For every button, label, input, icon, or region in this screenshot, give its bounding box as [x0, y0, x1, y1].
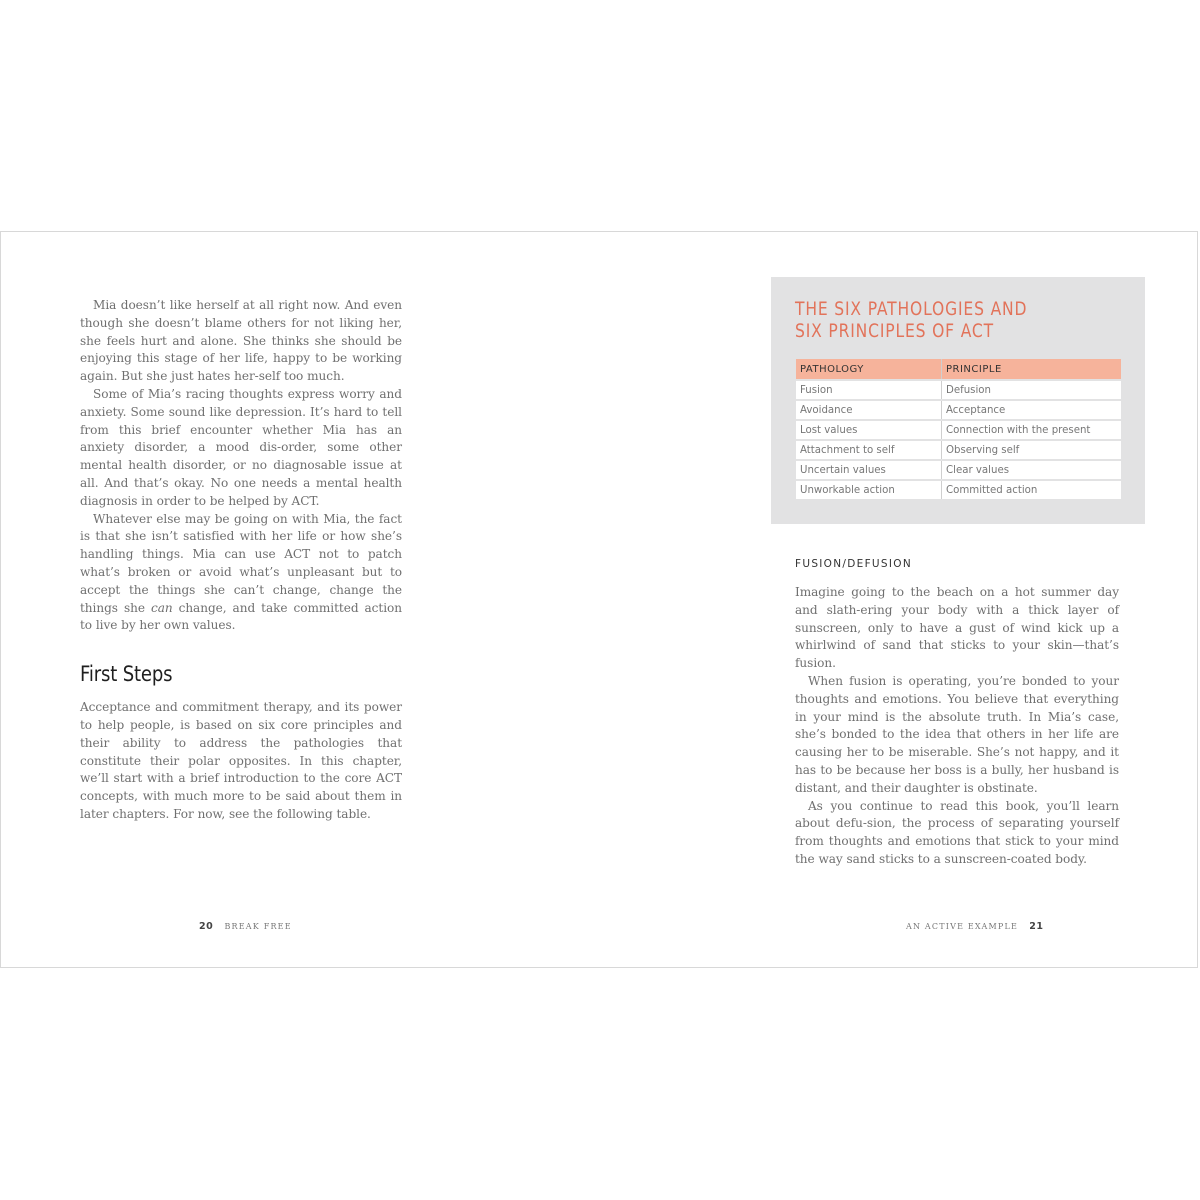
- right-folio: [906, 921, 1044, 932]
- paragraph-text: change, and take committed action to live by her own values.: [80, 600, 403, 633]
- paragraph: [80, 511, 402, 636]
- paragraph: When fusion is operating, you’re bonded to your thoughts and emotions. You believe that everything in your mind is the absolute truth. In Mia’s case, she’s bonded to the idea that others in her life are causing her to be miserable. She’s not happy, and it has to be because her boss is a bully, her husband is distant, and their daughter is obstinate.: [795, 673, 1119, 795]
- book-spread: [0, 231, 1198, 968]
- act-sidebar: [771, 277, 1145, 524]
- table-row: [796, 380, 1121, 400]
- sidebar-title-line: THE SIX PATHOLOGIES AND: [795, 299, 1028, 320]
- subsection-heading: FUSION/DEFUSION: [795, 558, 912, 570]
- pathology-cell: Unworkable action: [796, 480, 942, 499]
- sidebar-title-line: SIX PRINCIPLES OF ACT: [795, 321, 994, 342]
- paragraph-text: Whatever else may be going on with Mia, the fact is that she isn’t satisfied with her life or how she’s handling things. Mia can use ACT not to patch what’s broken or avoid what’s unpleasant but to accept the things she can’t change, change the things she: [80, 511, 402, 615]
- principle-cell: Acceptance: [942, 400, 1122, 420]
- paragraph: Mia doesn’t like herself at all right now. And even though she doesn’t blame others for not liking her, she feels hurt and alone. She thinks she should be enjoying this stage of her life, happy to be working again. But she just hates her-self too much.: [80, 298, 402, 384]
- pathology-principle-table: [796, 359, 1121, 499]
- paragraph: Some of Mia’s racing thoughts express worry and anxiety. Some sound like depression. It’s hard to tell from this brief encounter whether Mia has an anxiety disorder, a mood dis-order, some other mental health disorder, or no diagnosable issue at all. And that’s okay. No one needs a mental health diagnosis in order to be helped by ACT.: [80, 386, 402, 508]
- left-text-column: [80, 297, 402, 824]
- pathology-cell: Avoidance: [796, 400, 942, 420]
- section-heading: First Steps: [80, 662, 173, 687]
- right-text-column: [795, 584, 1119, 869]
- table-row: [796, 440, 1121, 460]
- table-row: [796, 420, 1121, 440]
- principle-cell: Observing self: [942, 440, 1122, 460]
- table-header-row: [796, 359, 1121, 380]
- left-folio: [199, 921, 292, 932]
- pathology-cell: Lost values: [796, 420, 942, 440]
- table-row: [796, 480, 1121, 499]
- left-page: [1, 232, 600, 967]
- page-number: 21: [1029, 921, 1044, 932]
- principle-cell: Connection with the present: [942, 420, 1122, 440]
- principle-cell: Defusion: [942, 380, 1122, 400]
- principle-cell: Committed action: [942, 480, 1122, 499]
- pathology-cell: Fusion: [796, 380, 942, 400]
- table-row: [796, 460, 1121, 480]
- column-header-principle: PRINCIPLE: [942, 359, 1122, 380]
- column-header-pathology: PATHOLOGY: [796, 359, 942, 380]
- pathology-cell: Uncertain values: [796, 460, 942, 480]
- page-number: 20: [199, 921, 214, 932]
- pathology-cell: Attachment to self: [796, 440, 942, 460]
- right-page: [600, 232, 1199, 967]
- emphasis-text: can: [150, 600, 173, 615]
- table-row: [796, 400, 1121, 420]
- principle-cell: Clear values: [942, 460, 1122, 480]
- sidebar-title: [795, 299, 1064, 343]
- paragraph: Acceptance and commitment therapy, and its power to help people, is based on six core principles and their ability to address the pathologies that constitute their polar opposites. In this chapter, we’ll start with a brief introduction to the core ACT concepts, with much more to be said about them in later chapters. For now, see the following table.: [80, 700, 402, 821]
- paragraph: Imagine going to the beach on a hot summer day and slath-ering your body with a thick layer of sunscreen, only to have a gust of wind kick up a whirlwind of sand that sticks to your skin—that’s fusion.: [795, 585, 1119, 671]
- paragraph: As you continue to read this book, you’ll learn about defu-sion, the process of separating yourself from thoughts and emotions that stick to your mind the way sand sticks to a sunscreen-coated body.: [795, 798, 1119, 866]
- running-head: BREAK FREE: [224, 922, 292, 931]
- running-head: AN ACTIVE EXAMPLE: [906, 922, 1019, 931]
